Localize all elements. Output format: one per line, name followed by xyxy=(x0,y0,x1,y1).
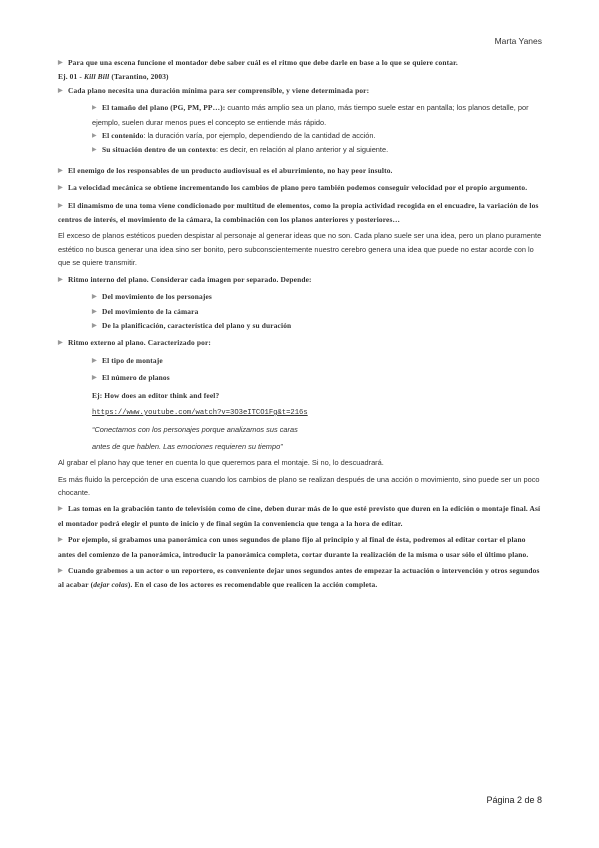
page-number: Página 2 de 8 xyxy=(486,795,542,805)
quote-line: “Conectamos con los personajes porque analizamos sus caras xyxy=(92,425,298,435)
list-item: ▶ Por ejemplo, si grabamos una panorámica con unos segundos de plano fijo al principio y al final de ésta, podremos al editar cortar el plano antes del comienzo de la panorámica, introducir la panorámica completa, cortar durante la realización de la misma o usar sólo el último plano. xyxy=(58,535,529,559)
list-item: ▶ Para que una escena funcione el montador debe saber cuál es el ritmo que debe darle en base a lo que se quiere contar. Ej. 01 - Kill Bill (Tarantino, 2003) xyxy=(58,58,458,82)
triangle-bullet-icon: ▶ xyxy=(58,537,63,544)
triangle-bullet-icon: ▶ xyxy=(92,133,97,140)
list-item: ▶ Ritmo externo al plano. Caracterizado por: xyxy=(58,336,544,350)
list-item: ▶ Del movimiento de la cámara xyxy=(58,305,544,319)
paragraph: El exceso de planos estéticos pueden despistar al personaje al generar ideas que no son. Cada plano suele ser una idea, pero un plano puramente estético no busca generar una idea sino ser bonito, pero subconscientemente nuestro cerebro genera una idea que puede no estar acorde con lo que se quiere transmitir. xyxy=(58,231,542,268)
list-item: ▶ De la planificación, característica del plano y su duración xyxy=(58,319,544,333)
example-line: Ej: How does an editor think and feel? xyxy=(92,390,220,400)
triangle-bullet-icon: ▶ xyxy=(58,340,63,347)
list-item: ▶ Ritmo interno del plano. Considerar cada imagen por separado. Depende: xyxy=(58,273,544,287)
list-item: ▶ Cada plano necesita una duración mínima para ser comprensible, y viene determinada por: xyxy=(58,84,544,98)
triangle-bullet-icon: ▶ xyxy=(92,375,97,382)
triangle-bullet-icon: ▶ xyxy=(58,167,63,174)
paragraph: Al grabar el plano hay que tener en cuenta lo que queremos para el montaje. Si no, lo descuadrará. xyxy=(58,458,384,468)
triangle-bullet-icon: ▶ xyxy=(92,147,97,154)
list-item: ▶ El enemigo de los responsables de un producto audiovisual es el aburrimiento, no hay peor insulto. xyxy=(58,164,544,178)
quote-line: antes de que hablen. Las emociones requieren su tiempo” xyxy=(92,441,283,451)
list-item: ▶ Las tomas en la grabación tanto de televisión como de cine, deben durar más de lo que esté previsto que duren en la edición o montaje final. Así el montador podrá elegir el punto de inicio y de final según la conveniencia que tenga a la hora de editar. xyxy=(58,504,541,528)
list-item: ▶ El dinamismo de una toma viene condicionado por multitud de elementos, como la propia actividad recogida en el encuadre, la variación de los centros de interés, el movimiento de la cámara, la combinación con los planos anteriores y posteriores… xyxy=(58,200,539,225)
triangle-bullet-icon: ▶ xyxy=(92,357,97,364)
triangle-bullet-icon: ▶ xyxy=(92,294,97,301)
video-link-line xyxy=(58,405,544,420)
triangle-bullet-icon: ▶ xyxy=(92,322,97,329)
triangle-bullet-icon: ▶ xyxy=(92,105,97,112)
list-item: ▶ Del movimiento de los personajes xyxy=(58,290,544,304)
triangle-bullet-icon: ▶ xyxy=(58,185,63,192)
list-item: ▶ El contenido: la duración varía, por ejemplo, dependiendo de la cantidad de acción. xyxy=(58,129,544,143)
triangle-bullet-icon: ▶ xyxy=(58,87,63,94)
list-item: ▶ La velocidad mecánica se obtiene incrementando los cambios de plano pero también podemos conseguir velocidad por el propio argumento. xyxy=(58,181,544,195)
list-item: ▶ El número de planos xyxy=(58,371,544,385)
page-content xyxy=(58,56,544,592)
triangle-bullet-icon: ▶ xyxy=(58,568,63,574)
triangle-bullet-icon: ▶ xyxy=(58,202,63,209)
list-item: ▶ El tamaño del plano (PG, PM, PP…): cuanto más amplio sea un plano, más tiempo suele estar en pantalla; los planos detalle, por ejemplo, suelen durar menos pues el concepto se entiende más rápido. xyxy=(92,103,529,127)
triangle-bullet-icon: ▶ xyxy=(58,60,63,66)
paragraph: Es más fluido la percepción de una escena cuando los cambios de plano se realizan después de una acción o movimiento, sino puede ser un poco chocante. xyxy=(58,474,540,497)
list-item: ▶ El tipo de montaje xyxy=(58,354,544,368)
list-item: ▶ Su situación dentro de un contexto: es decir, en relación al plano anterior y al siguiente. xyxy=(58,143,544,157)
video-link[interactable]: https://www.youtube.com/watch?v=3O3eITCO1Fg&t=216s xyxy=(92,408,308,417)
triangle-bullet-icon: ▶ xyxy=(58,506,63,513)
triangle-bullet-icon: ▶ xyxy=(58,276,63,283)
list-item: ▶ Cuando grabemos a un actor o un reportero, es conveniente dejar unos segundos antes de empezar la actuación o intervención y otros segundos al acabar (dejar colas). En el caso de los actores es recomendable que realicen la acción completa. xyxy=(58,566,540,590)
header-author: Marta Yanes xyxy=(494,36,542,46)
triangle-bullet-icon: ▶ xyxy=(92,308,97,315)
